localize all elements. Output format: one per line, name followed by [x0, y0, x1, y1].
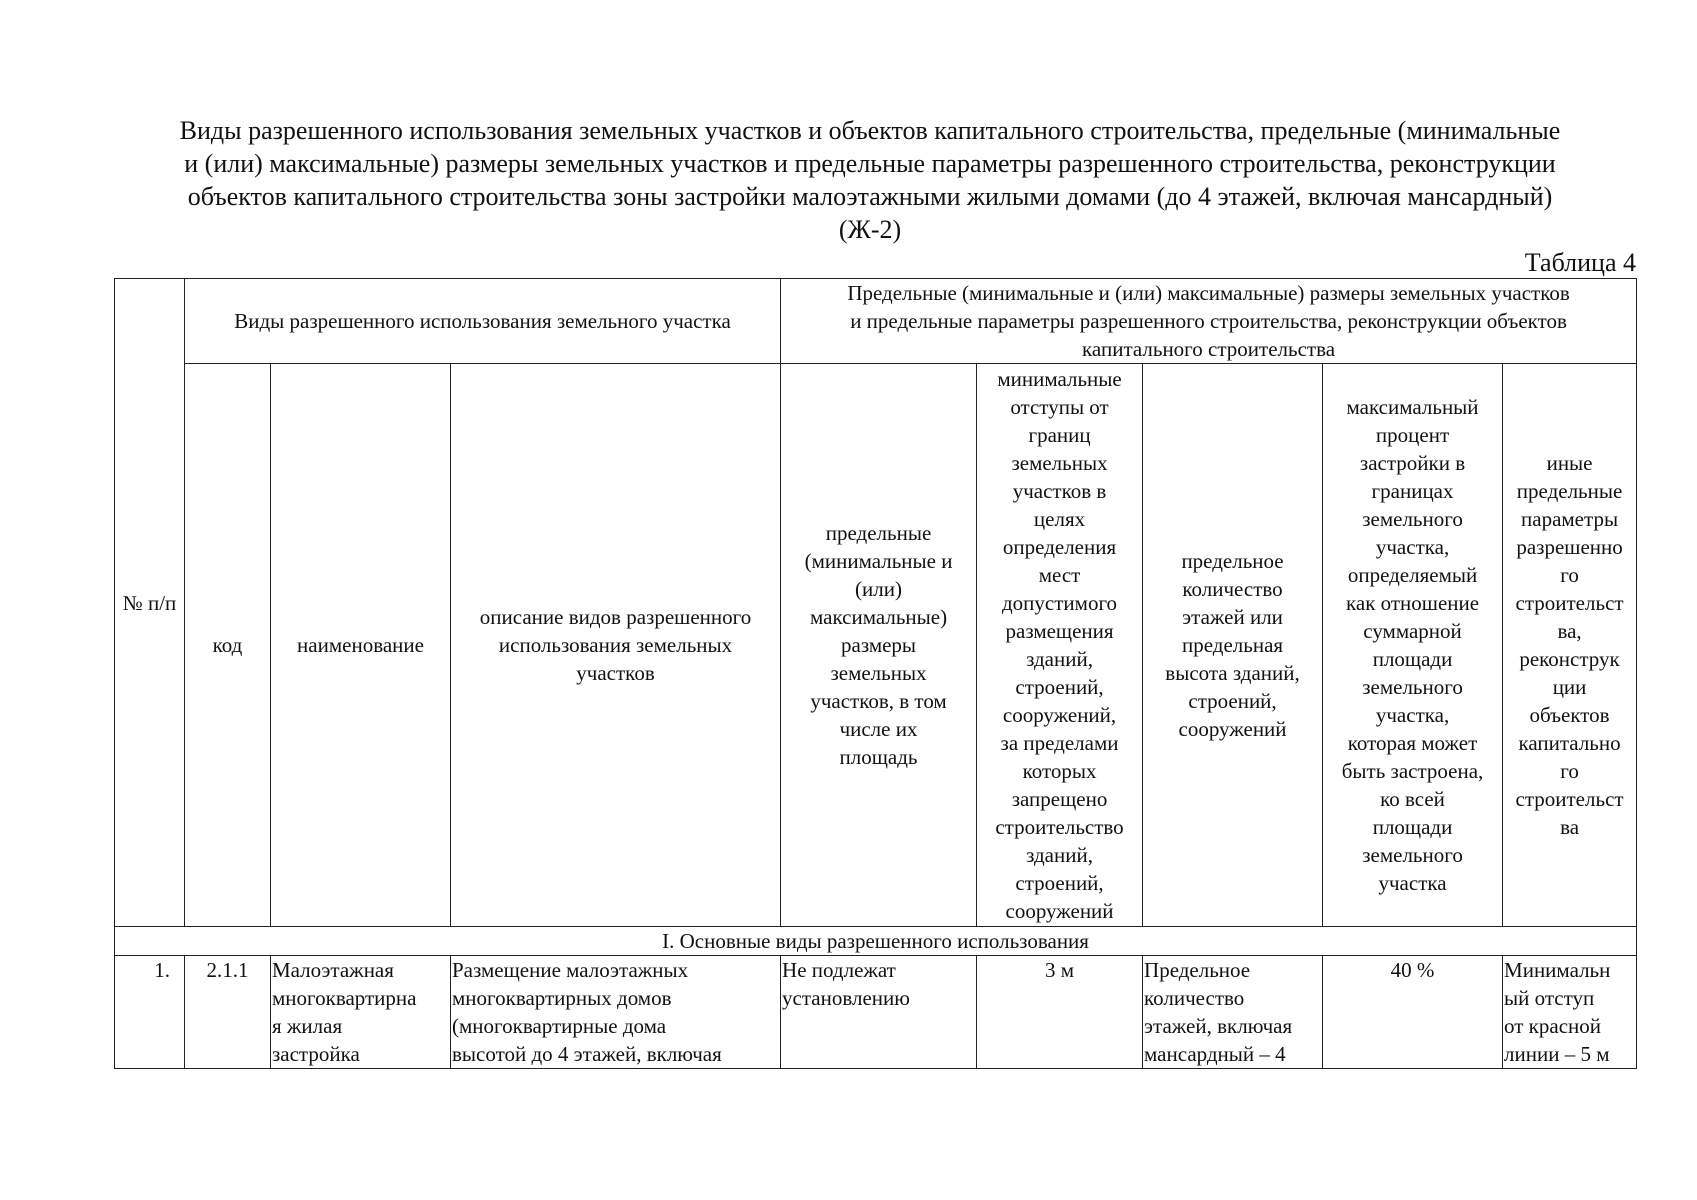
- cell-text-line: целях: [1033, 507, 1086, 531]
- header-text-line: Предельные (минимальные и (или) максимальные) размеры земельных участков: [847, 281, 1570, 305]
- cell-text-line: которых: [1022, 759, 1097, 783]
- header-num: № п/п: [115, 279, 185, 927]
- cell-text-line: иные: [1546, 451, 1593, 475]
- cell-text-line: реконструк: [1519, 647, 1620, 671]
- cell-text-line: которая может: [1347, 731, 1478, 755]
- cell-text-line: отступы от: [1010, 395, 1109, 419]
- header-coverage: [1323, 364, 1503, 927]
- cell-text-line: объектов: [1529, 703, 1610, 727]
- cell-text-line: го: [1560, 563, 1579, 587]
- cell-text-line: Не подлежат: [782, 958, 896, 982]
- cell-text-line: земельного: [1362, 843, 1463, 867]
- cell-text-line: быть застроена,: [1341, 759, 1484, 783]
- header-name: наименование: [271, 364, 451, 927]
- header-description: [451, 364, 781, 927]
- header-code: код: [185, 364, 271, 927]
- cell-text-line: строений,: [1015, 871, 1104, 895]
- cell-text-line: определяемый: [1347, 563, 1478, 587]
- cell-text-line: земельного: [1362, 675, 1463, 699]
- table-row: [115, 956, 1637, 1069]
- cell-text-line: площадь: [839, 745, 918, 769]
- cell-text-line: ва: [1560, 815, 1580, 839]
- cell-text-line: участков, в том: [810, 689, 947, 713]
- cell-text-line: го: [1560, 759, 1579, 783]
- cell-text-line: ко всей: [1380, 787, 1445, 811]
- cell-text-line: как отношение: [1345, 591, 1480, 615]
- cell-name: [271, 956, 451, 1069]
- cell-text-line: границах: [1371, 479, 1454, 503]
- cell-text-line: капитально: [1518, 731, 1621, 755]
- document-title: [105, 114, 1635, 246]
- cell-text-line: (многоквартирные дома: [452, 1014, 667, 1038]
- cell-text-line: земельных: [830, 661, 927, 685]
- cell-text-line: я жилая: [272, 1014, 343, 1038]
- cell-text-line: предельные: [825, 521, 932, 545]
- cell-text-line: многоквартирных домов: [452, 986, 672, 1010]
- cell-text-line: минимальные: [997, 367, 1122, 391]
- cell-text-line: максимальный: [1346, 395, 1479, 419]
- cell-text-line: участков: [576, 661, 655, 685]
- land-use-table: [114, 278, 1637, 1069]
- header-group-land-use: Виды разрешенного использования земельного участка: [185, 279, 781, 364]
- cell-text-line: высота зданий,: [1165, 661, 1300, 685]
- cell-text-line: Малоэтажная: [272, 958, 394, 982]
- cell-text-line: параметры: [1521, 507, 1619, 531]
- header-min-setback: [977, 364, 1143, 927]
- section-row: [115, 927, 1637, 956]
- cell-text-line: площади: [1372, 647, 1453, 671]
- cell-text-line: зданий,: [1026, 843, 1093, 867]
- title-line: Виды разрешенного использования земельных участков и объектов капитального строительства, предельные (минимальные: [179, 116, 1561, 145]
- cell-text-line: Предельное: [1144, 958, 1251, 982]
- cell-text-line: предельные: [1516, 479, 1623, 503]
- table-label: Таблица 4: [1524, 248, 1636, 277]
- cell-coverage: 40 %: [1323, 956, 1503, 1069]
- cell-code: 2.1.1: [185, 956, 271, 1069]
- cell-text-line: ва,: [1557, 619, 1582, 643]
- cell-text-line: допустимого: [1002, 591, 1118, 615]
- cell-text-line: процент: [1375, 423, 1450, 447]
- section-title: I. Основные виды разрешенного использования: [115, 927, 1637, 956]
- cell-text-line: сооружений: [1178, 717, 1287, 741]
- cell-text-line: ый отступ: [1504, 986, 1595, 1010]
- cell-text-line: мест: [1038, 563, 1081, 587]
- cell-text-line: застройки в: [1359, 451, 1466, 475]
- cell-text-line: Минимальн: [1504, 958, 1611, 982]
- cell-floors: [1143, 956, 1323, 1069]
- cell-text-line: строительство: [995, 815, 1124, 839]
- cell-text-line: участков в: [1012, 479, 1107, 503]
- cell-text-line: максимальные): [809, 605, 948, 629]
- header-plot-size: [781, 364, 977, 927]
- cell-text-line: линии – 5 м: [1504, 1042, 1610, 1066]
- cell-text-line: (или): [855, 577, 902, 601]
- cell-text-line: площади: [1372, 815, 1453, 839]
- cell-text-line: участка,: [1375, 535, 1450, 559]
- cell-text-line: предельная: [1182, 633, 1284, 657]
- title-line: и (или) максимальные) размеры земельных участков и предельные параметры разрешенного строительства, реконструкции: [184, 149, 1556, 178]
- cell-text-line: количество: [1144, 986, 1245, 1010]
- cell-text-line: строений,: [1188, 689, 1277, 713]
- cell-text-line: земельного: [1362, 507, 1463, 531]
- cell-text-line: сооружений: [1005, 899, 1114, 923]
- cell-num: 1.: [115, 956, 185, 1069]
- cell-plot-size: [781, 956, 977, 1069]
- title-line: объектов капитального строительства зоны застройки малоэтажными жилыми домами (до 4 этажей, включая мансардный): [187, 182, 1553, 211]
- header-row-group: [115, 279, 1637, 364]
- cell-text-line: участка,: [1375, 703, 1450, 727]
- cell-text-line: строительст: [1515, 591, 1624, 615]
- cell-text-line: предельное: [1181, 549, 1284, 573]
- cell-text-line: строительст: [1515, 787, 1624, 811]
- cell-text-line: количество: [1182, 577, 1283, 601]
- cell-text-line: мансардный – 4: [1144, 1042, 1286, 1066]
- title-line: (Ж-2): [838, 215, 902, 244]
- cell-text-line: за пределами: [1000, 731, 1119, 755]
- cell-text-line: этажей или: [1182, 605, 1283, 629]
- cell-text-line: сооружений,: [1002, 703, 1117, 727]
- cell-text-line: многоквартирна: [272, 986, 417, 1010]
- cell-text-line: зданий,: [1026, 647, 1093, 671]
- cell-text-line: границ: [1028, 423, 1091, 447]
- cell-text-line: земельных: [1011, 451, 1108, 475]
- cell-text-line: высотой до 4 этажей, включая: [452, 1042, 722, 1066]
- header-floors: [1143, 364, 1323, 927]
- cell-setback: 3 м: [977, 956, 1143, 1069]
- header-text-line: и предельные параметры разрешенного строительства, реконструкции объектов: [850, 309, 1567, 333]
- header-row-columns: [115, 364, 1637, 927]
- cell-text-line: Размещение малоэтажных: [452, 958, 689, 982]
- cell-text-line: числе их: [839, 717, 918, 741]
- cell-text-line: ции: [1552, 675, 1587, 699]
- cell-text-line: от красной: [1504, 1014, 1602, 1038]
- cell-text-line: участка: [1378, 871, 1447, 895]
- cell-text-line: запрещено: [1011, 787, 1108, 811]
- cell-text-line: застройка: [272, 1042, 360, 1066]
- cell-text-line: этажей, включая: [1144, 1014, 1293, 1038]
- cell-text-line: строений,: [1015, 675, 1104, 699]
- cell-text-line: описание видов разрешенного: [479, 605, 752, 629]
- cell-text-line: (минимальные и: [804, 549, 953, 573]
- cell-text-line: размеры: [841, 633, 917, 657]
- header-other-params: [1503, 364, 1637, 927]
- cell-text-line: установлению: [782, 986, 910, 1010]
- cell-text-line: суммарной: [1363, 619, 1462, 643]
- header-group-parameters: [781, 279, 1637, 364]
- cell-text-line: определения: [1002, 535, 1117, 559]
- header-text-line: капитального строительства: [1082, 337, 1336, 361]
- cell-text-line: использования земельных: [498, 633, 733, 657]
- cell-text-line: разрешенно: [1516, 535, 1623, 559]
- cell-other: [1503, 956, 1637, 1069]
- cell-description: [451, 956, 781, 1069]
- cell-text-line: размещения: [1005, 619, 1114, 643]
